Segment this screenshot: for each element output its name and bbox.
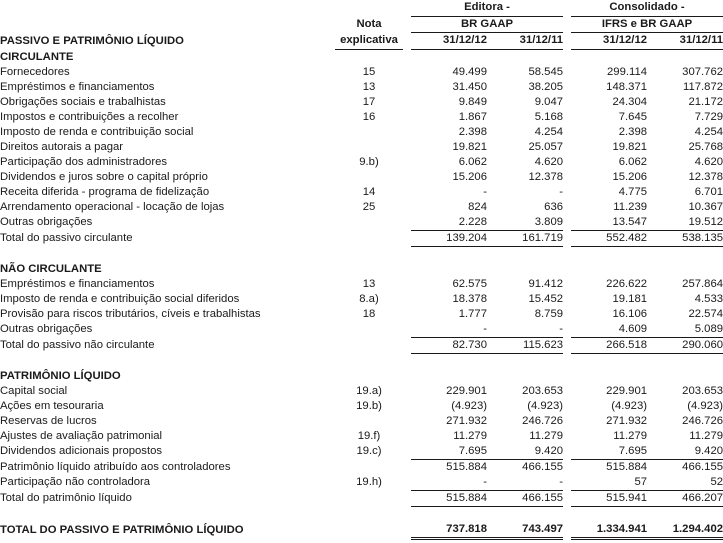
line-item-row xyxy=(0,140,723,155)
row-nota xyxy=(335,170,403,185)
editora-header-line1: Editora - xyxy=(411,0,563,16)
value-editora-2011: 466.155 xyxy=(487,490,563,506)
value-editora-2011: 9.047 xyxy=(534,95,564,108)
row-nota: 9.b) xyxy=(359,155,379,168)
value-consolidado-2011: 52 xyxy=(647,475,723,491)
value-consolidado-2012: 299.114 xyxy=(607,65,648,78)
value-consolidado-2011: 10.367 xyxy=(688,200,723,213)
date-header-consolidado-2012: 31/12/12 xyxy=(571,33,647,50)
row-nota xyxy=(335,414,403,429)
value-consolidado-2011: 246.726 xyxy=(682,414,723,427)
section-title-row xyxy=(0,369,723,384)
row-nota: 8.a) xyxy=(359,292,379,305)
value-consolidado-2011: 19.512 xyxy=(647,215,723,231)
line-item-row xyxy=(0,200,723,215)
row-label: Empréstimos e financiamentos xyxy=(0,80,155,93)
value-editora-2012: (4.923) xyxy=(451,399,487,412)
value-editora-2011: 91.412 xyxy=(528,277,564,290)
value-consolidado-2011: 257.864 xyxy=(682,277,723,290)
line-item-row xyxy=(0,80,723,95)
value-editora-2012: 2.228 xyxy=(411,215,487,231)
header-row-2 xyxy=(0,16,723,33)
value-editora-2012: 31.450 xyxy=(452,80,487,93)
line-item-row xyxy=(0,414,723,429)
value-editora-2012: 9.849 xyxy=(458,95,487,108)
consolidado-header-line1: Consolidado - xyxy=(571,0,723,16)
value-editora-2012: 7.695 xyxy=(411,444,487,460)
row-label: Total do passivo não circulante xyxy=(0,339,155,351)
row-label: Impostos e contribuições a recolher xyxy=(0,110,179,123)
row-nota: 25 xyxy=(362,200,376,213)
line-item-row xyxy=(0,277,723,292)
section-total-row xyxy=(0,490,723,506)
value-consolidado-2011: (4.923) xyxy=(687,399,723,412)
value-editora-2011: 4.620 xyxy=(534,155,564,168)
value-consolidado-2011: 117.872 xyxy=(683,80,723,93)
value-consolidado-2011: 4.254 xyxy=(694,125,723,138)
value-consolidado-2012: 515.884 xyxy=(606,460,648,473)
row-nota xyxy=(335,125,403,140)
value-consolidado-2012: (4.923) xyxy=(611,399,648,412)
row-nota: 15 xyxy=(362,65,376,78)
row-nota: 14 xyxy=(362,185,376,198)
nota-header-line1: Nota xyxy=(356,18,382,30)
row-nota: 13 xyxy=(362,80,376,93)
row-label: Patrimônio líquido atribuído aos controladores xyxy=(0,460,231,473)
value-consolidado-2011: 4.533 xyxy=(694,292,723,305)
value-consolidado-2012: 271.932 xyxy=(606,414,648,427)
section-total-row xyxy=(0,337,723,353)
value-editora-2012: 1.777 xyxy=(458,307,487,320)
row-nota: 17 xyxy=(362,95,376,108)
value-editora-2012: 139.204 xyxy=(411,230,487,246)
value-editora-2011: 743.497 xyxy=(487,522,563,539)
spacer-row xyxy=(0,506,723,522)
value-consolidado-2011: 22.574 xyxy=(688,307,723,320)
value-editora-2011: 161.719 xyxy=(487,230,563,246)
value-consolidado-2012: 148.371 xyxy=(606,80,648,93)
value-consolidado-2012: 1.334.941 xyxy=(571,522,647,539)
value-editora-2012: 737.818 xyxy=(411,522,487,539)
value-editora-2012: 18.378 xyxy=(452,292,487,305)
header-row-1 xyxy=(0,0,723,16)
line-item-row xyxy=(0,459,723,475)
value-consolidado-2011: 5.089 xyxy=(647,322,723,338)
date-header-editora-2011: 31/12/11 xyxy=(487,33,563,50)
value-editora-2012: 19.821 xyxy=(452,140,487,153)
value-consolidado-2011: 6.701 xyxy=(694,185,723,198)
line-item-row xyxy=(0,95,723,110)
main-title: PASSIVO E PATRIMÔNIO LÍQUIDO xyxy=(0,34,184,47)
value-consolidado-2012: 19.181 xyxy=(612,292,648,305)
value-consolidado-2012: 24.304 xyxy=(612,95,648,108)
section-total-row xyxy=(0,230,723,246)
value-consolidado-2012: 266.518 xyxy=(571,337,647,353)
value-consolidado-2012: 229.901 xyxy=(606,384,648,397)
line-item-row xyxy=(0,185,723,200)
value-consolidado-2012: 7.645 xyxy=(618,110,648,123)
date-header-consolidado-2011: 31/12/11 xyxy=(647,33,723,50)
value-editora-2011: 466.155 xyxy=(522,460,564,473)
row-label: Direitos autorais a pagar xyxy=(0,140,124,153)
value-editora-2012: 824 xyxy=(468,200,487,213)
value-editora-2011: 115.623 xyxy=(487,337,563,353)
nota-header-line2: explicativa xyxy=(335,33,403,50)
line-item-row xyxy=(0,384,723,399)
value-editora-2012: 229.901 xyxy=(446,384,487,397)
value-editora-2011: - xyxy=(487,322,563,338)
row-label: Empréstimos e financiamentos xyxy=(0,277,155,290)
value-editora-2011: 3.809 xyxy=(487,215,563,231)
value-consolidado-2011: 21.172 xyxy=(688,95,723,108)
value-consolidado-2011: 7.729 xyxy=(694,110,723,123)
value-consolidado-2012: 4.775 xyxy=(618,185,648,198)
value-editora-2011: 5.168 xyxy=(534,110,564,123)
row-nota xyxy=(335,322,403,338)
value-consolidado-2012: 11.279 xyxy=(613,429,648,442)
row-label: Participação dos administradores xyxy=(0,155,168,168)
row-nota: 16 xyxy=(362,110,376,123)
line-item-row xyxy=(0,475,723,491)
section-title: CIRCULANTE xyxy=(0,50,74,63)
value-editora-2012: 515.884 xyxy=(411,490,487,506)
value-consolidado-2011: 538.135 xyxy=(647,230,723,246)
row-label: Outras obrigações xyxy=(0,323,93,335)
value-consolidado-2011: 203.653 xyxy=(682,384,723,397)
value-consolidado-2011: 466.207 xyxy=(647,490,723,506)
value-editora-2012: - xyxy=(483,185,487,198)
value-consolidado-2012: 4.609 xyxy=(571,322,647,338)
section-title: PATRIMÔNIO LÍQUIDO xyxy=(0,369,121,382)
value-editora-2011: 15.452 xyxy=(528,292,564,305)
value-consolidado-2011: 307.762 xyxy=(682,65,723,78)
row-nota xyxy=(335,459,403,475)
value-consolidado-2012: 15.206 xyxy=(612,170,648,183)
line-item-row xyxy=(0,429,723,444)
line-item-row xyxy=(0,444,723,460)
row-label: Receita diferida - programa de fidelização xyxy=(0,185,210,198)
row-label: Provisão para riscos tributários, cíveis e trabalhistas xyxy=(0,307,261,320)
line-item-row xyxy=(0,399,723,414)
value-editora-2011: 8.759 xyxy=(534,307,564,320)
value-editora-2012: 49.499 xyxy=(452,65,487,78)
section-title-row xyxy=(0,49,723,65)
value-editora-2012: - xyxy=(411,475,487,491)
value-consolidado-2011: 12.378 xyxy=(688,170,723,183)
value-consolidado-2012: 6.062 xyxy=(618,155,648,168)
value-editora-2011: 203.653 xyxy=(522,384,564,397)
value-consolidado-2011: 11.279 xyxy=(689,429,723,442)
row-label: Outras obrigações xyxy=(0,216,93,228)
value-consolidado-2012: 552.482 xyxy=(571,230,647,246)
value-consolidado-2012: 16.106 xyxy=(612,307,648,320)
section-title-row xyxy=(0,262,723,277)
date-header-editora-2012: 31/12/12 xyxy=(411,33,487,50)
value-editora-2011: - xyxy=(559,185,564,198)
value-consolidado-2011: 9.420 xyxy=(647,444,723,460)
value-editora-2011: 4.254 xyxy=(534,125,564,138)
row-nota: 19.f) xyxy=(357,429,381,442)
value-editora-2012: 11.279 xyxy=(453,429,487,442)
value-editora-2011: (4.923) xyxy=(527,399,564,412)
row-label: Dividendos e juros sobre o capital próprio xyxy=(0,170,208,183)
value-consolidado-2012: 2.398 xyxy=(618,125,648,138)
row-nota: 19.a) xyxy=(356,384,382,397)
value-consolidado-2012: 7.695 xyxy=(571,444,647,460)
row-nota: 13 xyxy=(362,277,376,290)
line-item-row xyxy=(0,215,723,231)
value-consolidado-2011: 4.620 xyxy=(694,155,723,168)
value-editora-2012: 62.575 xyxy=(452,277,487,290)
row-label: Fornecedores xyxy=(0,65,70,78)
row-label: Ajustes de avaliação patrimonial xyxy=(0,429,163,442)
section-title: NÃO CIRCULANTE xyxy=(0,262,102,275)
value-editora-2012: 271.932 xyxy=(446,414,487,427)
spacer-row xyxy=(0,353,723,369)
value-editora-2011: - xyxy=(487,475,563,491)
value-consolidado-2012: 13.547 xyxy=(571,215,647,231)
row-label: Total do patrimônio líquido xyxy=(0,492,132,504)
spacer-row xyxy=(0,246,723,262)
line-item-row xyxy=(0,110,723,125)
row-nota: 19.b) xyxy=(356,399,382,412)
row-label: Participação não controladora xyxy=(0,476,151,488)
header-row-3 xyxy=(0,33,723,50)
value-editora-2012: 6.062 xyxy=(458,155,487,168)
row-label: Reservas de lucros xyxy=(0,414,97,427)
value-consolidado-2011: 290.060 xyxy=(647,337,723,353)
value-editora-2011: 12.378 xyxy=(528,170,564,183)
line-item-row xyxy=(0,155,723,170)
row-label: Arrendamento operacional - locação de lojas xyxy=(0,200,225,213)
editora-header-line2: BR GAAP xyxy=(411,16,563,33)
line-item-row xyxy=(0,322,723,338)
line-item-row xyxy=(0,307,723,322)
value-editora-2011: 636 xyxy=(544,200,564,213)
grand-total-row xyxy=(0,522,723,539)
row-label: Imposto de renda e contribuição social diferidos xyxy=(0,292,240,305)
row-nota xyxy=(335,140,403,155)
value-editora-2012: - xyxy=(411,322,487,338)
line-item-row xyxy=(0,292,723,307)
value-editora-2011: 246.726 xyxy=(522,414,564,427)
line-item-row xyxy=(0,65,723,80)
consolidado-header-line2: IFRS e BR GAAP xyxy=(571,16,723,33)
row-nota: 18 xyxy=(362,307,376,320)
row-nota: 19.h) xyxy=(356,476,382,488)
value-editora-2012: 1.867 xyxy=(458,110,487,123)
value-consolidado-2012: 11.239 xyxy=(613,200,648,213)
row-label: Dividendos adicionais propostos xyxy=(0,445,163,457)
value-consolidado-2012: 19.821 xyxy=(612,140,648,153)
value-editora-2012: 15.206 xyxy=(452,170,487,183)
value-consolidado-2011: 25.768 xyxy=(688,140,723,153)
row-nota: 19.c) xyxy=(356,445,382,457)
value-consolidado-2011: 1.294.402 xyxy=(647,522,723,539)
value-editora-2011: 9.420 xyxy=(487,444,563,460)
row-label: TOTAL DO PASSIVO E PATRIMÔNIO LÍQUIDO xyxy=(0,524,244,536)
row-nota xyxy=(335,215,403,231)
value-editora-2011: 25.057 xyxy=(528,140,564,153)
value-consolidado-2012: 226.622 xyxy=(606,277,648,290)
value-consolidado-2012: 515.941 xyxy=(571,490,647,506)
value-editora-2012: 82.730 xyxy=(411,337,487,353)
row-label: Obrigações sociais e trabalhistas xyxy=(0,95,166,108)
row-label: Imposto de renda e contribuição social xyxy=(0,125,194,138)
value-consolidado-2011: 466.155 xyxy=(682,460,723,473)
value-editora-2012: 515.884 xyxy=(446,460,487,473)
value-editora-2012: 2.398 xyxy=(458,125,487,138)
line-item-row xyxy=(0,125,723,140)
line-item-row xyxy=(0,170,723,185)
value-editora-2011: 11.279 xyxy=(529,429,564,442)
value-editora-2011: 58.545 xyxy=(528,65,564,78)
row-label: Total do passivo circulante xyxy=(0,232,133,244)
row-label: Capital social xyxy=(0,384,68,397)
value-consolidado-2012: 57 xyxy=(571,475,647,491)
row-label: Ações em tesouraria xyxy=(0,399,104,412)
value-editora-2011: 38.205 xyxy=(528,80,564,93)
